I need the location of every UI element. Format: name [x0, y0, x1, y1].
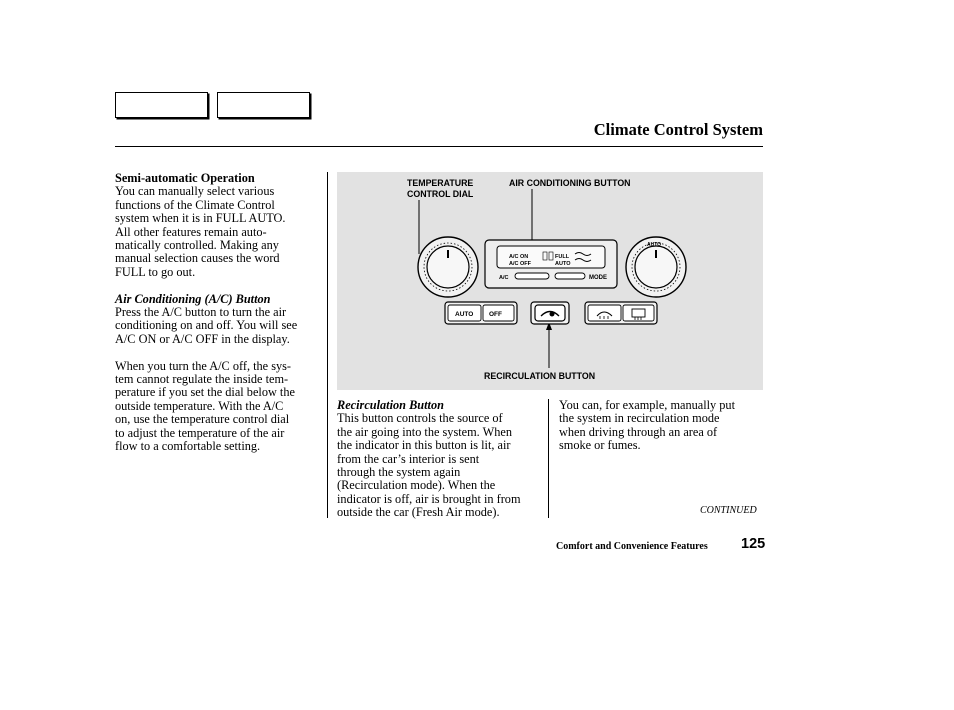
footer-section: Comfort and Convenience Features [556, 541, 708, 552]
intro-line: You can manually select various [115, 184, 275, 199]
temperature-control-dial [418, 237, 478, 297]
recirc-line: the indicator in this button is lit, air [337, 438, 511, 453]
intro-line: system when it is in FULL AUTO. [115, 211, 286, 226]
climate-panel-figure [337, 172, 763, 390]
nav-button-2[interactable] [217, 92, 310, 118]
intro-line: functions of the Climate Control [115, 197, 275, 212]
ac-off-line: flow to a comfortable setting. [115, 439, 261, 454]
continued-label: CONTINUED [700, 505, 757, 516]
section-heading: Semi-automatic Operation [115, 171, 255, 185]
display-full: FULL [555, 254, 570, 260]
ac-off-line: When you turn the A/C off, the sys- [115, 358, 292, 373]
ac-heading: Air Conditioning (A/C) Button [115, 291, 271, 306]
temp-dial-callout: TEMPERATURE CONTROL DIAL [407, 178, 474, 199]
recirc-line: (Recirculation mode). When the [337, 478, 496, 493]
ac-off-line: to adjust the temperature of the air [115, 425, 285, 440]
ac-off-line: outside temperature. With the A/C [115, 398, 284, 413]
ac-line: conditioning on and off. You will see [115, 318, 298, 333]
mode-button [555, 273, 585, 279]
mode-label: MODE [589, 275, 607, 281]
recirc-line: indicator is off, air is brought in from [337, 491, 521, 506]
intro-line: matically controlled. Making any [115, 238, 279, 253]
ac-off-line: tem cannot regulate the inside tem- [115, 372, 289, 387]
example-line: smoke or fumes. [559, 438, 641, 453]
example-line: when driving through an area of [559, 424, 718, 439]
intro-line: manual selection causes the word [115, 251, 280, 266]
left-column [115, 172, 321, 454]
middle-column [337, 399, 545, 520]
recirc-button-callout: RECIRCULATION BUTTON [484, 371, 596, 381]
ac-off-line: perature if you set the dial below the [115, 385, 295, 400]
recirc-line: from the car’s interior is sent [337, 451, 480, 466]
display-ac-on: A/C ON [509, 254, 529, 260]
display-auto: AUTO [555, 261, 571, 267]
intro-line: FULL to go out. [115, 264, 196, 279]
recirc-heading: Recirculation Button [337, 398, 444, 412]
front-defrost-button [588, 305, 621, 321]
auto-button-label: AUTO [455, 311, 474, 318]
recirc-line: This button controls the source of [337, 411, 503, 426]
example-line: You can, for example, manually put [559, 398, 735, 412]
ac-line: A/C ON or A/C OFF in the display. [115, 331, 290, 346]
page-title: Climate Control System [593, 120, 763, 139]
recirc-line: outside the car (Fresh Air mode). [337, 505, 500, 520]
dial-auto-label: AUTO [647, 242, 662, 248]
ac-button [515, 273, 549, 279]
control-panel-drawing [337, 172, 763, 390]
example-line: the system in recirculation mode [559, 411, 720, 426]
ac-label: A/C [499, 275, 509, 281]
page-number: 125 [741, 536, 766, 552]
ac-off-line: on, use the temperature control dial [115, 412, 290, 427]
header-rule [115, 146, 763, 147]
ac-button-callout: AIR CONDITIONING BUTTON [509, 178, 631, 188]
intro-line: All other features remain auto- [115, 224, 267, 239]
nav-button-1[interactable] [115, 92, 208, 118]
recirc-line: through the system again [337, 465, 461, 480]
display-ac-off: A/C OFF [509, 261, 531, 267]
column-divider-left [327, 172, 328, 518]
fan-control-dial [626, 237, 686, 297]
off-button-label: OFF [489, 311, 502, 318]
rear-defrost-button [623, 305, 654, 321]
column-divider-right [548, 399, 549, 518]
recirc-line: the air going into the system. When [337, 424, 512, 439]
right-column [559, 399, 763, 453]
ac-line: Press the A/C button to turn the air [115, 305, 287, 320]
